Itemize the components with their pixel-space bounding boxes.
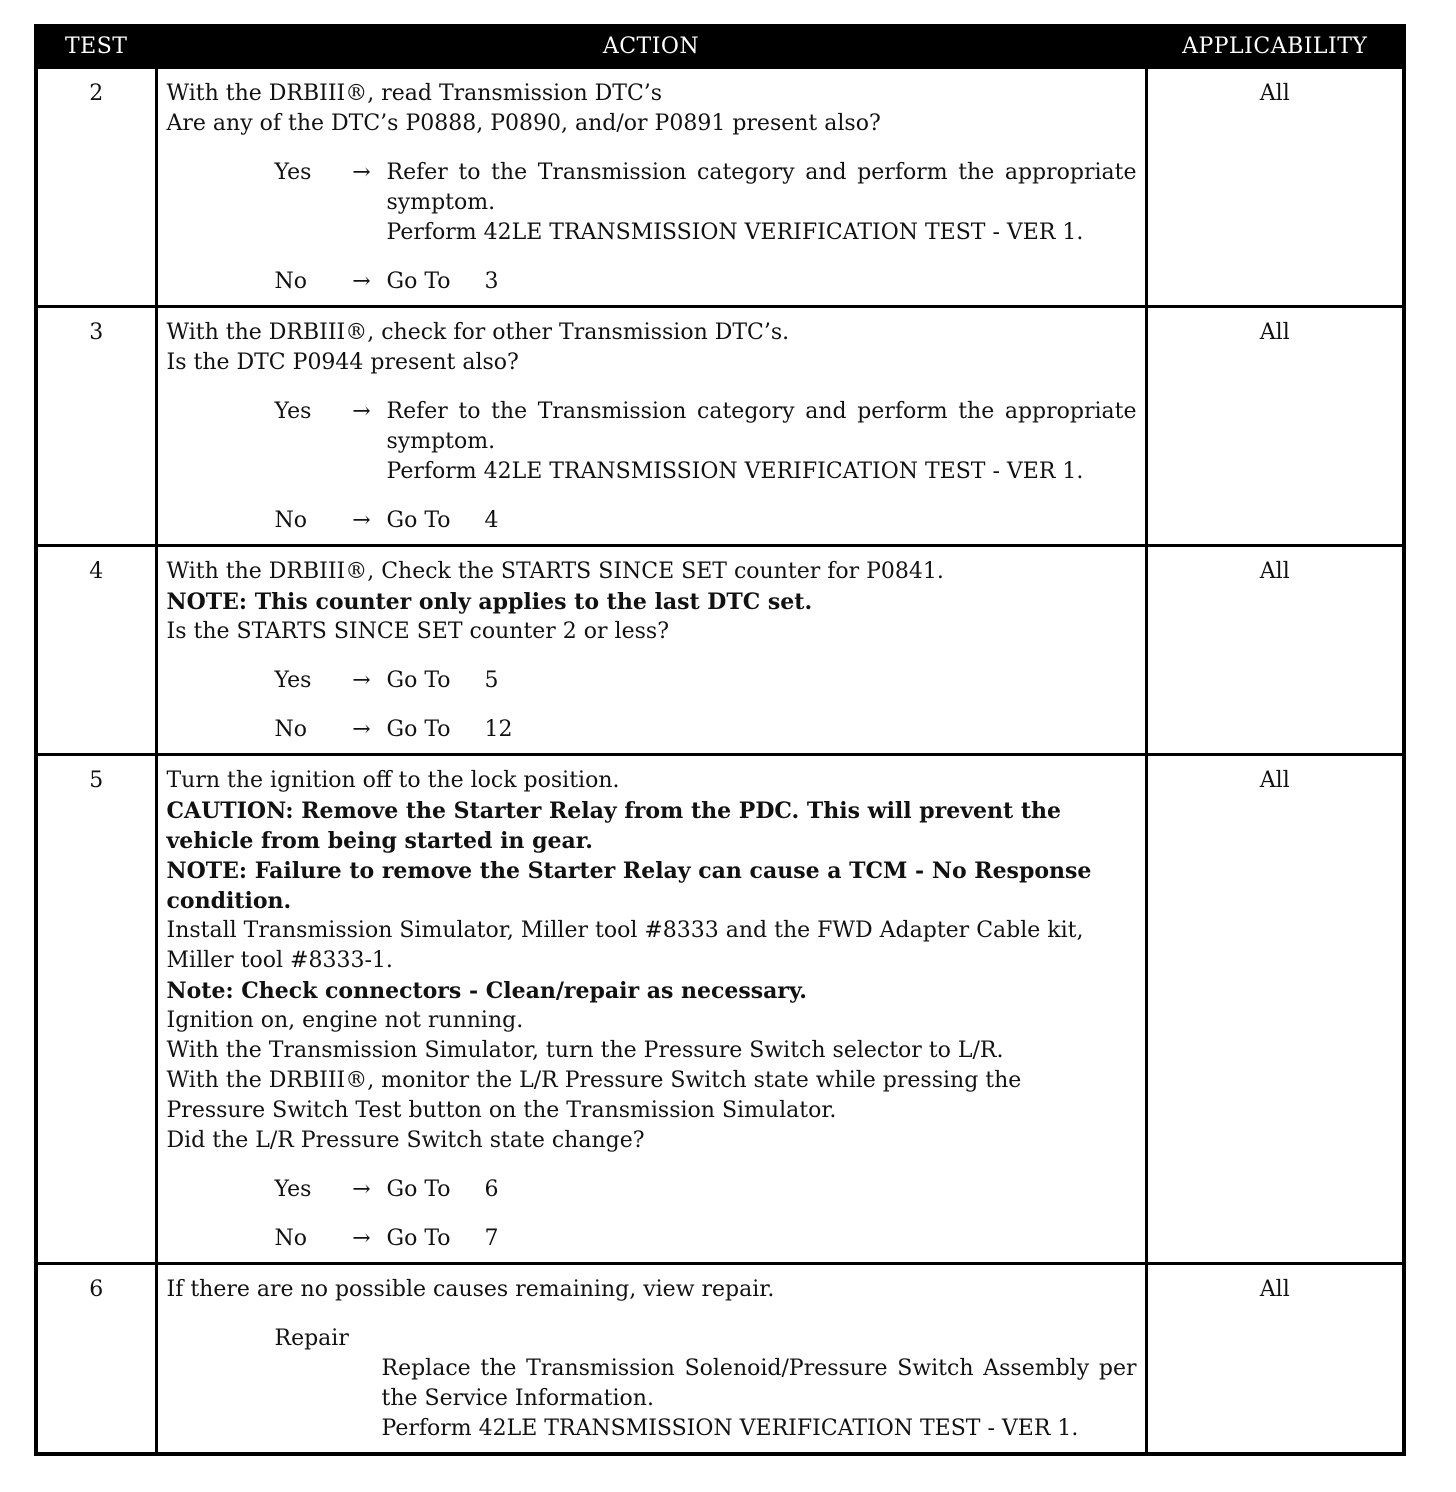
goto-target: 12 bbox=[484, 717, 513, 742]
action-note: condition. bbox=[166, 888, 292, 914]
test-number: 6 bbox=[36, 1264, 156, 1455]
header-applicability: APPLICABILITY bbox=[1146, 26, 1404, 68]
arrow-icon: → bbox=[352, 160, 371, 185]
action-line: If there are no possible causes remaining, view repair. bbox=[166, 1277, 775, 1302]
action-line: Is the STARTS SINCE SET counter 2 or less? bbox=[166, 619, 669, 644]
goto-target: 5 bbox=[484, 668, 499, 693]
option-label: Yes bbox=[274, 160, 312, 185]
action-note: CAUTION: Remove the Starter Relay from the PDC. This will prevent the bbox=[166, 798, 1062, 824]
action-note: vehicle from being started in gear. bbox=[166, 828, 593, 854]
header-action: ACTION bbox=[156, 26, 1146, 68]
test-number: 5 bbox=[36, 755, 156, 1264]
no-option bbox=[167, 506, 1137, 536]
action-cell bbox=[156, 755, 1146, 1264]
option-result bbox=[387, 666, 1137, 696]
arrow-icon: → bbox=[352, 269, 371, 294]
option-result bbox=[387, 506, 1137, 536]
test-number: 3 bbox=[36, 307, 156, 546]
result-line: Refer to the Transmission category and perform the appropriate bbox=[386, 399, 1137, 424]
option-result bbox=[387, 715, 1137, 745]
applicability-value: All bbox=[1146, 546, 1404, 755]
repair-line: the Service Information. bbox=[381, 1386, 654, 1411]
goto-label: Go To bbox=[386, 1226, 451, 1251]
action-note: NOTE: Failure to remove the Starter Relay can cause a TCM - No Response bbox=[166, 858, 1092, 884]
goto-label: Go To bbox=[386, 668, 451, 693]
table-row bbox=[36, 307, 1404, 546]
arrow-icon: → bbox=[352, 508, 371, 533]
arrow-icon: → bbox=[352, 1226, 371, 1251]
repair-instructions bbox=[275, 1354, 1137, 1444]
action-line: With the DRBIII®, check for other Transmission DTC’s. bbox=[166, 320, 790, 345]
result-line: Refer to the Transmission category and perform the appropriate bbox=[386, 160, 1137, 185]
action-cell bbox=[156, 68, 1146, 307]
goto-label: Go To bbox=[386, 1177, 451, 1202]
goto-target: 6 bbox=[484, 1177, 499, 1202]
result-line: Perform 42LE TRANSMISSION VERIFICATION TEST - VER 1. bbox=[386, 459, 1084, 484]
option-label: No bbox=[274, 269, 307, 294]
goto-target: 3 bbox=[484, 269, 499, 294]
goto-label: Go To bbox=[386, 508, 451, 533]
diagnostic-test-sheet bbox=[34, 24, 1402, 1456]
action-line: Miller tool #8333-1. bbox=[166, 948, 393, 973]
option-result bbox=[387, 158, 1137, 248]
repair-section bbox=[167, 1324, 1137, 1444]
action-line: With the DRBIII®, read Transmission DTC’s bbox=[166, 81, 663, 106]
result-line: Perform 42LE TRANSMISSION VERIFICATION TEST - VER 1. bbox=[386, 220, 1084, 245]
action-cell bbox=[156, 307, 1146, 546]
option-label: No bbox=[274, 717, 307, 742]
test-number: 4 bbox=[36, 546, 156, 755]
option-label: Yes bbox=[274, 668, 312, 693]
yes-option bbox=[167, 666, 1137, 696]
action-line: With the DRBIII®, monitor the L/R Pressure Switch state while pressing the bbox=[166, 1068, 1022, 1093]
option-result bbox=[387, 267, 1137, 297]
goto-target: 4 bbox=[484, 508, 499, 533]
no-option bbox=[167, 715, 1137, 745]
table-header bbox=[36, 26, 1404, 68]
action-note: Note: Check connectors - Clean/repair as necessary. bbox=[166, 978, 807, 1004]
goto-target: 7 bbox=[484, 1226, 499, 1251]
option-label: Yes bbox=[274, 399, 312, 424]
option-label: No bbox=[274, 508, 307, 533]
result-line: symptom. bbox=[386, 190, 496, 215]
action-line: With the Transmission Simulator, turn the Pressure Switch selector to L/R. bbox=[166, 1038, 1004, 1063]
table-row bbox=[36, 1264, 1404, 1455]
action-cell bbox=[156, 1264, 1146, 1455]
applicability-value: All bbox=[1146, 68, 1404, 307]
goto-label: Go To bbox=[386, 717, 451, 742]
option-label: Yes bbox=[274, 1177, 312, 1202]
action-line: Turn the ignition off to the lock position. bbox=[166, 768, 620, 793]
option-label: No bbox=[274, 1226, 307, 1251]
goto-label: Go To bbox=[386, 269, 451, 294]
arrow-icon: → bbox=[352, 399, 371, 424]
applicability-value: All bbox=[1146, 1264, 1404, 1455]
option-result bbox=[387, 1175, 1137, 1205]
action-line: Ignition on, engine not running. bbox=[166, 1008, 524, 1033]
arrow-icon: → bbox=[352, 668, 371, 693]
repair-line: Replace the Transmission Solenoid/Pressure Switch Assembly per bbox=[381, 1356, 1137, 1381]
test-number: 2 bbox=[36, 68, 156, 307]
repair-line: Perform 42LE TRANSMISSION VERIFICATION TEST - VER 1. bbox=[381, 1416, 1079, 1441]
table-row bbox=[36, 755, 1404, 1264]
table-row bbox=[36, 68, 1404, 307]
diagnostic-table bbox=[34, 24, 1406, 1456]
yes-option bbox=[167, 1175, 1137, 1205]
action-line: Is the DTC P0944 present also? bbox=[166, 350, 519, 375]
action-line: Did the L/R Pressure Switch state change? bbox=[166, 1128, 645, 1153]
no-option bbox=[167, 267, 1137, 297]
action-cell bbox=[156, 546, 1146, 755]
action-line: Install Transmission Simulator, Miller tool #8333 and the FWD Adapter Cable kit, bbox=[166, 918, 1084, 943]
action-line: With the DRBIII®, Check the STARTS SINCE SET counter for P0841. bbox=[166, 559, 944, 584]
action-note: NOTE: This counter only applies to the last DTC set. bbox=[166, 589, 813, 615]
no-option bbox=[167, 1224, 1137, 1254]
option-result bbox=[387, 397, 1137, 487]
result-line: symptom. bbox=[386, 429, 496, 454]
table-body bbox=[36, 68, 1404, 1455]
table-row bbox=[36, 546, 1404, 755]
header-test: TEST bbox=[36, 26, 156, 68]
action-line: Pressure Switch Test button on the Transmission Simulator. bbox=[166, 1098, 837, 1123]
action-line: Are any of the DTC’s P0888, P0890, and/or P0891 present also? bbox=[166, 111, 881, 136]
repair-label: Repair bbox=[274, 1326, 349, 1351]
option-result bbox=[387, 1224, 1137, 1254]
yes-option bbox=[167, 397, 1137, 487]
yes-option bbox=[167, 158, 1137, 248]
applicability-value: All bbox=[1146, 755, 1404, 1264]
arrow-icon: → bbox=[352, 1177, 371, 1202]
arrow-icon: → bbox=[352, 717, 371, 742]
applicability-value: All bbox=[1146, 307, 1404, 546]
